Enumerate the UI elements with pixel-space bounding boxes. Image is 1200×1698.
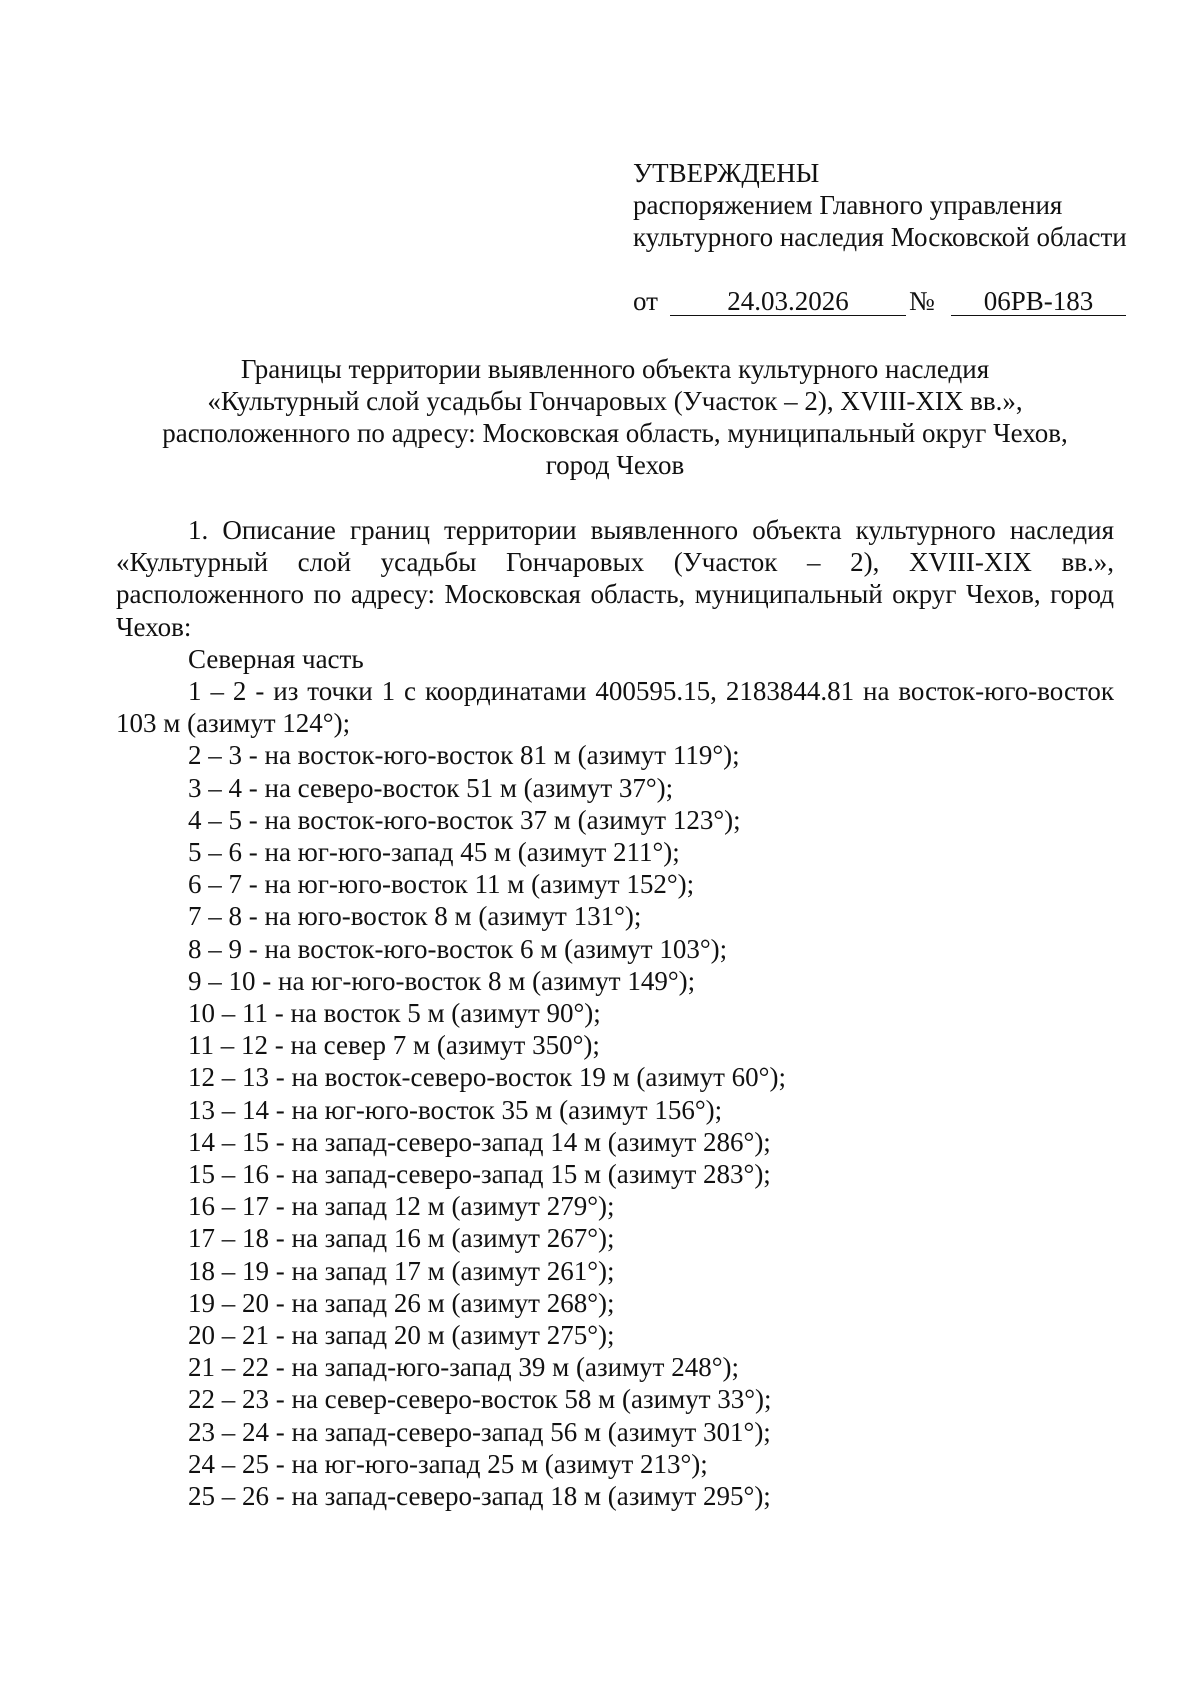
boundary-segment: 15 – 16 - на запад-северо-запад 15 м (азимут 283°); — [188, 1159, 771, 1190]
decree-number-label: № — [909, 286, 935, 316]
approval-heading: УТВЕРЖДЕНЫ — [633, 158, 820, 188]
decree-line — [633, 285, 1133, 321]
boundary-segment: 7 – 8 - на юго-восток 8 м (азимут 131°); — [188, 901, 642, 932]
boundary-segment: 10 – 11 - на восток 5 м (азимут 90°); — [188, 998, 601, 1029]
boundary-segment: 5 – 6 - на юг-юго-запад 45 м (азимут 211°); — [188, 837, 680, 868]
document-title — [120, 353, 1110, 481]
boundary-segment: 20 – 21 - на запад 20 м (азимут 275°); — [188, 1320, 615, 1351]
boundary-segment: 25 – 26 - на запад-северо-запад 18 м (азимут 295°); — [188, 1481, 771, 1512]
boundary-segment: 23 – 24 - на запад-северо-запад 56 м (азимут 301°); — [188, 1416, 771, 1447]
section-heading: Северная часть — [188, 643, 364, 674]
document-body — [116, 514, 1114, 1512]
boundary-segment-list — [116, 739, 1114, 1512]
boundary-segment: 3 – 4 - на северо-восток 51 м (азимут 37°); — [188, 772, 674, 803]
boundary-segment: 4 – 5 - на восток-юго-восток 37 м (азимут 123°); — [188, 804, 741, 835]
decree-from-label: от — [633, 286, 658, 316]
boundary-segment: 8 – 9 - на восток-юго-восток 6 м (азимут 103°); — [188, 933, 728, 964]
decree-number: 06РВ-183 — [951, 285, 1126, 316]
boundary-segment: 14 – 15 - на запад-северо-запад 14 м (азимут 286°); — [188, 1126, 771, 1157]
boundary-segment: 13 – 14 - на юг-юго-восток 35 м (азимут 156°); — [188, 1094, 723, 1125]
boundary-segment: 12 – 13 - на восток-северо-восток 19 м (азимут 60°); — [188, 1062, 786, 1093]
approval-line-2: культурного наследия Московской области — [633, 222, 1127, 252]
title-line-1: Границы территории выявленного объекта культурного наследия — [240, 354, 990, 384]
boundary-segment: 19 – 20 - на запад 26 м (азимут 268°); — [188, 1287, 615, 1318]
title-line-4: город Чехов — [545, 450, 685, 480]
boundary-segment-first: 1 – 2 - из точки 1 с координатами 400595.15, 2183844.81 на восток-юго-восток 103 м (азимут 124°); — [116, 676, 1114, 739]
decree-date: 24.03.2026 — [670, 285, 906, 316]
boundary-segment: 24 – 25 - на юг-юго-запад 25 м (азимут 213°); — [188, 1448, 708, 1479]
boundary-segment: 6 – 7 - на юг-юго-восток 11 м (азимут 152°); — [188, 869, 695, 900]
title-line-2: «Культурный слой усадьбы Гончаровых (Участок – 2), XVIII-XIX вв.», — [207, 386, 1023, 416]
boundary-segment: 16 – 17 - на запад 12 м (азимут 279°); — [188, 1191, 615, 1222]
intro-paragraph: 1. Описание границ территории выявленного объекта культурного наследия «Культурный слой усадьбы Гончаровых (Участок – 2), XVIII-XIX вв.», расположенного по адресу: Московская область, муниципальный округ Чехов, город Чехов: — [116, 515, 1114, 642]
boundary-segment: 2 – 3 - на восток-юго-восток 81 м (азимут 119°); — [188, 740, 740, 771]
boundary-segment: 11 – 12 - на север 7 м (азимут 350°); — [188, 1030, 600, 1061]
approval-block — [633, 157, 1153, 253]
boundary-segment: 21 – 22 - на запад-юго-запад 39 м (азимут 248°); — [188, 1352, 740, 1383]
boundary-segment: 9 – 10 - на юг-юго-восток 8 м (азимут 149°); — [188, 965, 696, 996]
approval-line-1: распоряжением Главного управления — [633, 190, 1063, 220]
boundary-segment: 18 – 19 - на запад 17 м (азимут 261°); — [188, 1255, 615, 1286]
boundary-segment: 22 – 23 - на север-северо-восток 58 м (азимут 33°); — [188, 1384, 772, 1415]
boundary-segment: 17 – 18 - на запад 16 м (азимут 267°); — [188, 1223, 615, 1254]
title-line-3: расположенного по адресу: Московская область, муниципальный округ Чехов, — [162, 418, 1068, 448]
